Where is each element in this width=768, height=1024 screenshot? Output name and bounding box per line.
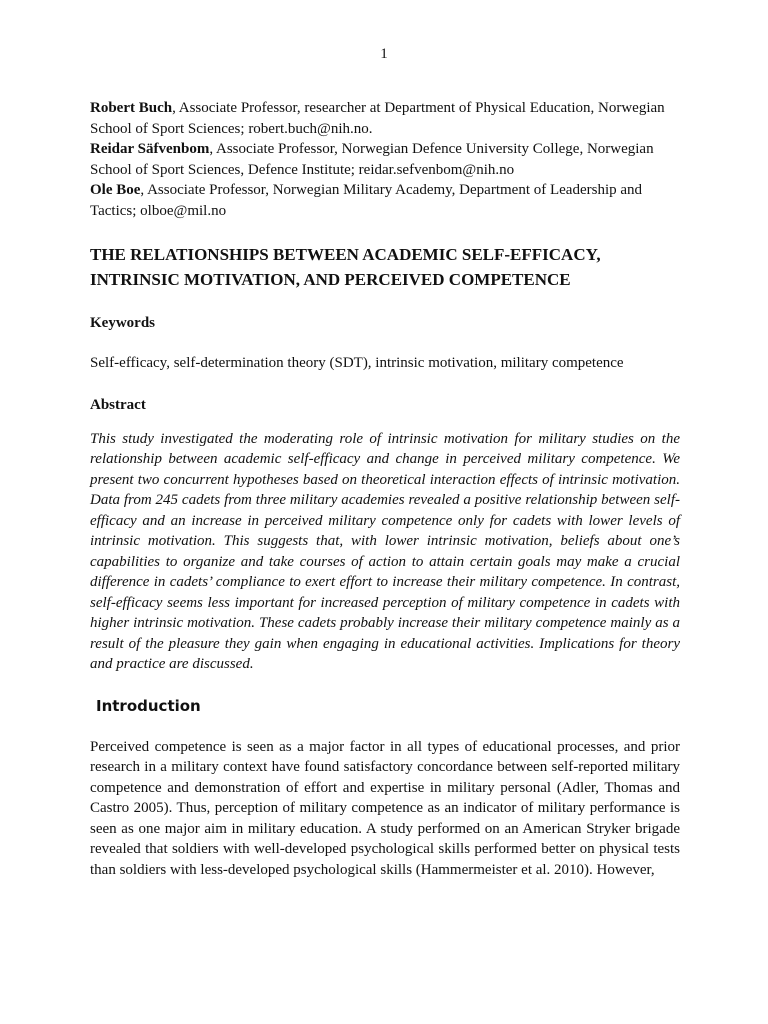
author-affiliation: , Associate Professor, researcher at Department of Physical Education, Norwegian School of Sport Sciences; robert.buch@nih.no. — [90, 100, 665, 137]
keywords-text: Self-efficacy, self-determination theory (SDT), intrinsic motivation, military competence — [90, 355, 624, 371]
introduction-heading: Introduction — [96, 696, 201, 715]
author-affiliation: , Associate Professor, Norwegian Defence University College, Norwegian School of Sport Sciences, Defence Institute; reidar.sefvenbom@nih.no — [90, 141, 654, 178]
page-content — [90, 98, 680, 880]
paper-title: THE RELATIONSHIPS BETWEEN ACADEMIC SELF-EFFICACY, INTRINSIC MOTIVATION, AND PERCEIVED COMPETENCE — [90, 245, 601, 289]
author-entry — [90, 139, 680, 180]
abstract-text: This study investigated the moderating role of intrinsic motivation for military studies on the relationship between academic self-efficacy and change in perceived military competence. We present two concurrent hypotheses based on theoretical interaction effects of intrinsic motivation. Data from 245 cadets from three military academies revealed a positive relationship between self-efficacy and an increase in perceived military competence only for cadets with lower levels of intrinsic motivation. This suggests that, with lower intrinsic motivation, beliefs about one’s capabilities to organize and take courses of action to attain certain goals may make a crucial difference in cadets’ compliance to exert effort to increase their military competence. In contrast, self-efficacy seems less important for increased perception of military competence in cadets with higher intrinsic motivation. These cadets probably increase their military competence mainly as a result of the pleasure they gain when engaging in educational activities. Implications for theory and practice are discussed. — [90, 430, 680, 672]
author-entry — [90, 180, 680, 221]
author-name: Reidar Säfvenbom — [90, 141, 210, 157]
author-name: Ole Boe — [90, 182, 141, 198]
keywords-heading: Keywords — [90, 315, 155, 331]
author-name: Robert Buch — [90, 100, 173, 116]
page-number: 1 — [380, 46, 388, 62]
author-list — [90, 98, 680, 221]
author-entry — [90, 98, 680, 139]
abstract-heading: Abstract — [90, 396, 146, 413]
author-affiliation: , Associate Professor, Norwegian Military Academy, Department of Leadership and Tactics; olboe@mil.no — [90, 182, 643, 219]
introduction-text: Perceived competence is seen as a major factor in all types of educational processes, and prior research in a military context have found satisfactory concordance between self-reported military competence and demonstration of effort and expertise in military personal (Adler, Thomas and Castro 2005). Thus, perception of military competence as an indicator of military performance is seen as one major aim in military education. A study performed on an American Stryker brigade revealed that soldiers with well-developed psychological skills performed better on physical tests than soldiers with less-developed psychological skills (Hammermeister et al. 2010). However, — [90, 738, 680, 878]
